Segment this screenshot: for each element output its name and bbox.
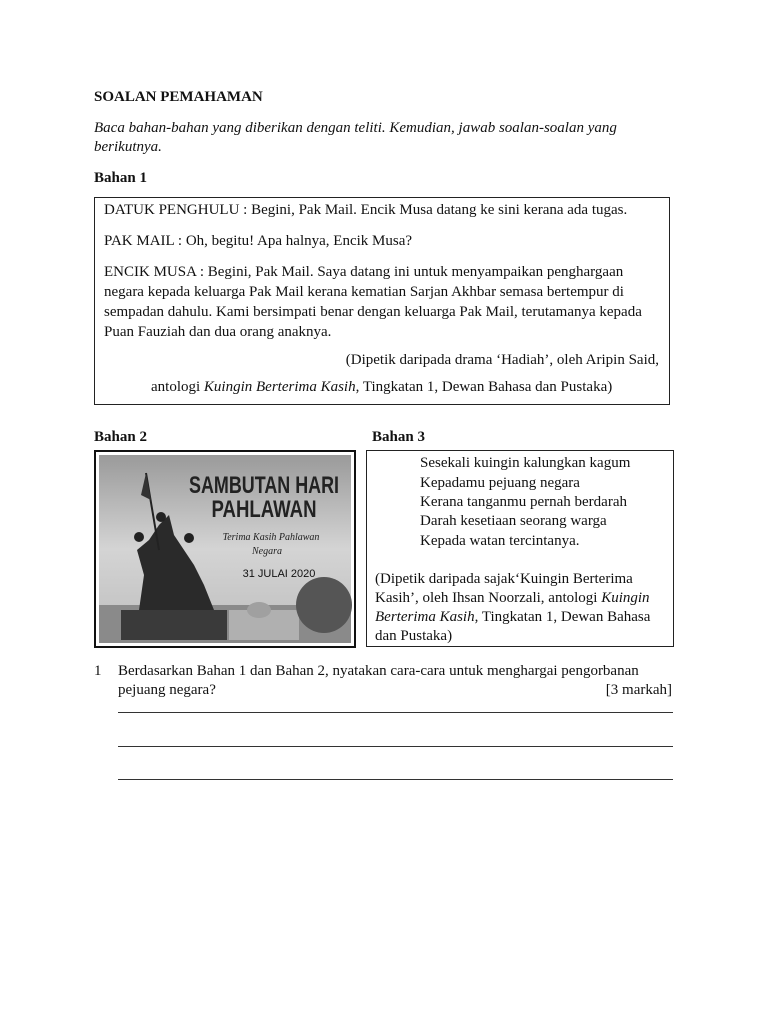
bahan2-label: Bahan 2 xyxy=(94,429,147,445)
question-text-2: pejuang negara? xyxy=(118,682,216,698)
question-marks: [3 markah] xyxy=(605,682,672,698)
poster-subtitle-1: Terima Kasih Pahlawan xyxy=(222,532,320,543)
instructions-line-1: Baca bahan-bahan yang diberikan dengan teliti. Kemudian, jawab soalan-soalan yang xyxy=(94,120,617,136)
poster-title-1: SAMBUTAN HARI xyxy=(189,472,339,499)
source-text: Kasih’, oleh Ihsan Noorzali, antologi xyxy=(375,590,602,606)
answer-line[interactable] xyxy=(118,746,673,747)
poster-title-2: PAHLAWAN xyxy=(211,496,317,523)
source-book-title: Kuingin Berterima Kasih xyxy=(203,379,356,395)
poster-image xyxy=(94,450,356,648)
poem-line: Kepadamu pejuang negara xyxy=(420,475,580,491)
poster-illustration xyxy=(99,455,351,643)
question-number: 1 xyxy=(94,663,102,679)
source-line-4: dan Pustaka) xyxy=(375,628,453,644)
poem-line: Darah kesetiaan seorang warga xyxy=(420,513,607,529)
poem-line: Kepada watan tercintanya. xyxy=(420,533,580,549)
source-text: , Tingkatan 1, Dewan Bahasa xyxy=(474,609,651,625)
question-text-1: Berdasarkan Bahan 1 dan Bahan 2, nyatakan cara-cara untuk menghargai pengorbanan xyxy=(118,663,639,679)
source-text: , Tingkatan 1, Dewan Bahasa dan Pustaka) xyxy=(355,379,613,395)
answer-line[interactable] xyxy=(118,712,673,713)
poem-line: Sesekali kuingin kalungkan kagum xyxy=(420,455,631,471)
source-text: antologi xyxy=(151,379,204,395)
bahan1-label: Bahan 1 xyxy=(94,170,147,186)
dialogue-line: DATUK PENGHULU : Begini, Pak Mail. Encik Musa datang ke sini kerana ada tugas. xyxy=(104,202,628,218)
bahan3-box xyxy=(366,450,674,647)
source-line-2 xyxy=(151,379,612,396)
source-line-1: (Dipetik daripada sajak‘Kuingin Berterima xyxy=(375,571,633,587)
source-line-3 xyxy=(375,609,650,626)
dialogue-line: PAK MAIL : Oh, begitu! Apa halnya, Encik Musa? xyxy=(104,233,413,249)
source-book-title: Berterima Kasih xyxy=(375,609,475,625)
poster-date: 31 JULAI 2020 xyxy=(242,568,316,580)
poster-subtitle-2: Negara xyxy=(252,546,282,557)
source-line-1: (Dipetik daripada drama ‘Hadiah’, oleh Aripin Said, xyxy=(345,352,659,368)
dialogue-line: ENCIK MUSA : Begini, Pak Mail. Saya datang ini untuk menyampaikan penghargaan xyxy=(104,264,624,280)
source-book-title: Kuingin xyxy=(601,590,650,606)
source-line-2 xyxy=(375,590,650,607)
dialogue-line: Puan Fauziah dan dua orang anaknya. xyxy=(104,324,332,340)
bahan3-label: Bahan 3 xyxy=(372,429,425,445)
bahan1-box xyxy=(94,197,670,405)
answer-line[interactable] xyxy=(118,779,673,780)
poem-line: Kerana tanganmu pernah berdarah xyxy=(420,494,627,510)
dialogue-line: negara kepada keluarga Pak Mail kerana kematian Sarjan Akhbar semasa bertempur di xyxy=(104,284,624,300)
instructions-line-2: berikutnya. xyxy=(94,139,162,155)
page-title: SOALAN PEMAHAMAN xyxy=(94,89,263,105)
dialogue-line: sempadan dahulu. Kami bersimpati benar dengan keluarga Pak Mail, terutamanya kepada xyxy=(104,304,642,320)
